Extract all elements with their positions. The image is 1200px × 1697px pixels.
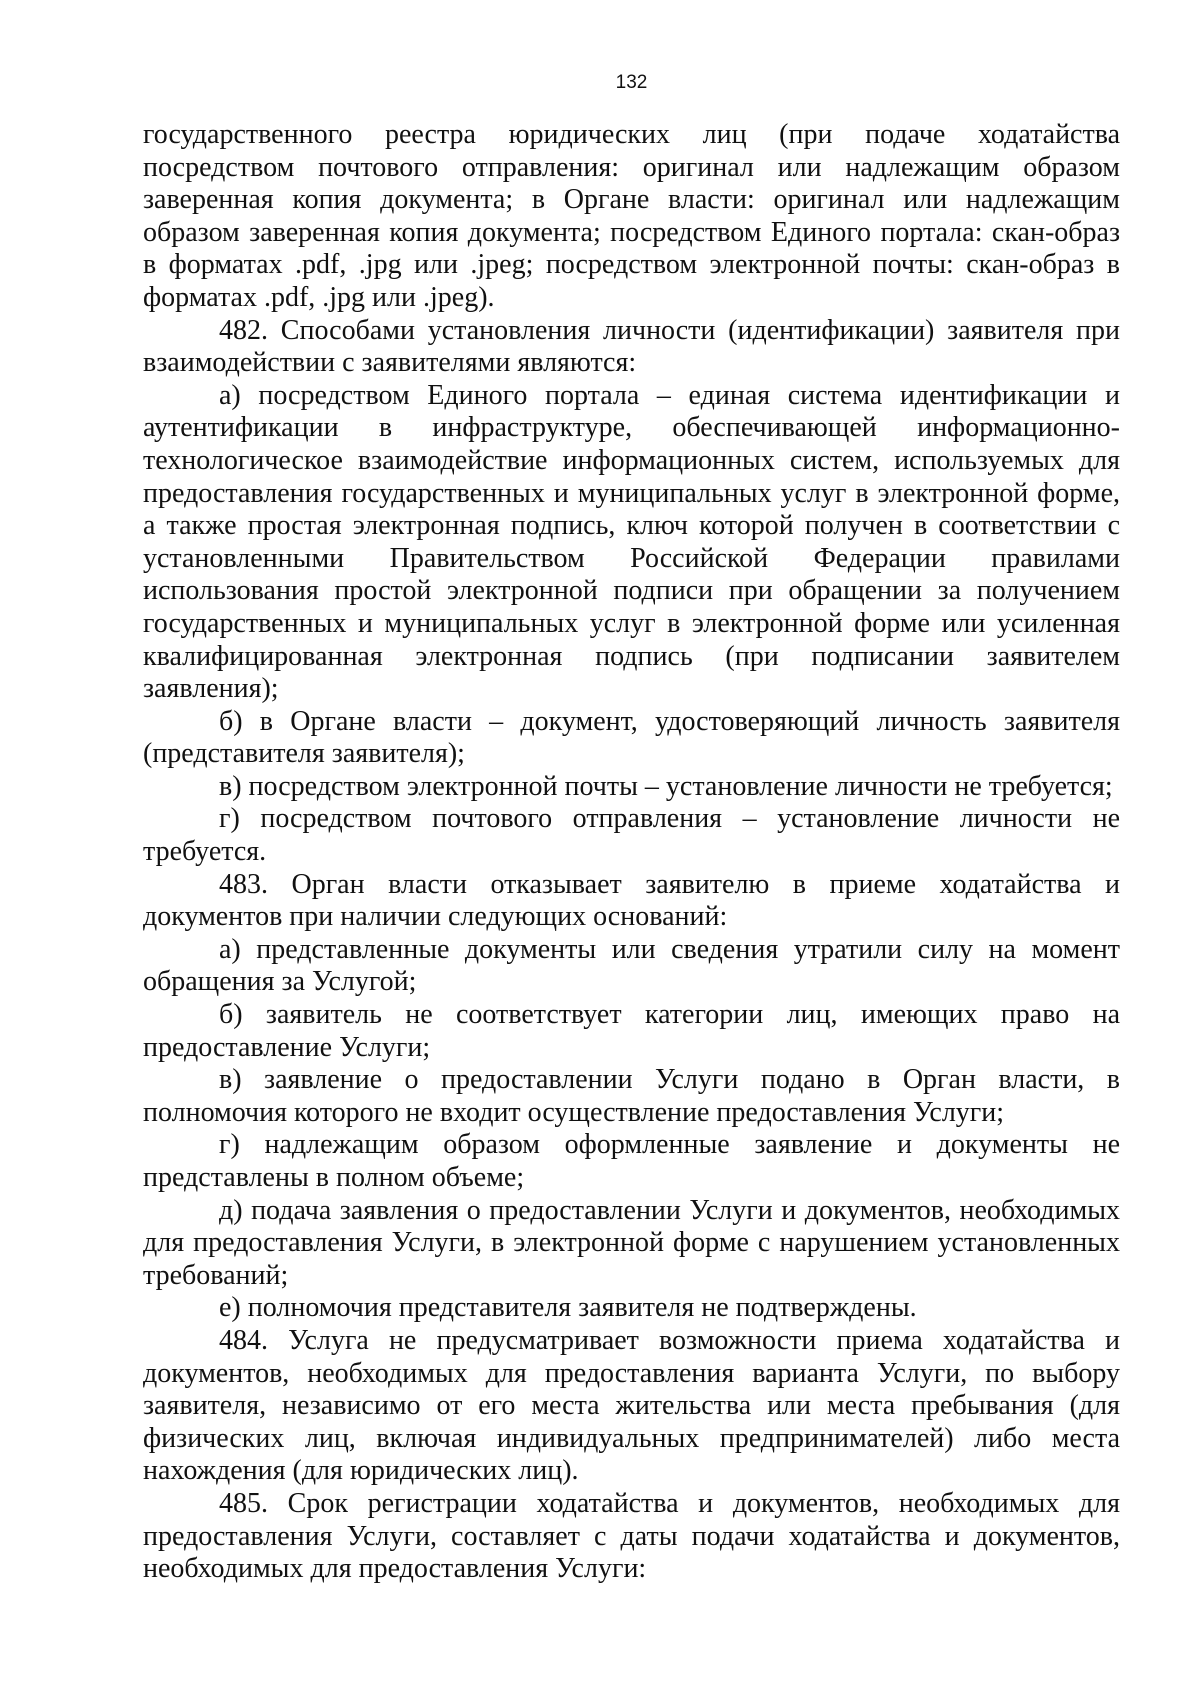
document-body <box>143 119 1120 1586</box>
paragraph-483-b: б) заявитель не соответствует категории лиц, имеющих право на предоставление Услуги; <box>143 999 1120 1063</box>
paragraph-483-a: а) представленные документы или сведения утратили силу на момент обращения за Услугой; <box>143 933 1120 998</box>
paragraph-483-d: д) подача заявления о предоставлении Услуги и документов, необходимых для предоставления Услуги, в электронной форме с нарушением установленных требований; <box>143 1194 1120 1291</box>
paragraph-482-v: в) посредством электронной почты – установление личности не требуется; <box>219 770 1113 802</box>
paragraph-482-g: г) посредством почтового отправления – установление личности не требуется. <box>143 803 1120 868</box>
paragraph-485: 485. Срок регистрации ходатайства и документов, необходимых для предоставления Услуги, составляет с даты подачи ходатайства и документов, необходимых для предоставления Услуги: <box>143 1487 1120 1585</box>
page-number: 132 <box>615 72 648 93</box>
paragraph-482-a: а) посредством Единого портала – единая система идентификации и аутентификации в инфраструктуре, обеспечивающей информационно-технологическое взаимодействие информационных систем, используемых для предоставления государственных и муниципальных услуг в электронной форме, а также простая электронная подпись, ключ которой получен в соответствии с установленными Правительством Российской Федерации правилами использования простой электронной подписи при обращении за получением государственных и муниципальных услуг в электронной форме или усиленная квалифицированная электронная подпись (при подписании заявителем заявления); <box>143 379 1120 705</box>
paragraph-483-v: в) заявление о предоставлении Услуги подано в Орган власти, в полномочия которого не входит осуществление предоставления Услуги; <box>143 1064 1120 1128</box>
paragraph-482: 482. Способами установления личности (идентификации) заявителя при взаимодействии с заявителями являются: <box>143 314 1120 379</box>
paragraph-483-e: е) полномочия представителя заявителя не подтверждены. <box>219 1292 917 1324</box>
paragraph-483-g: г) надлежащим образом оформленные заявление и документы не представлены в полном объеме; <box>143 1129 1120 1193</box>
paragraph-continuation: государственного реестра юридических лиц (при подаче ходатайства посредством почтового отправления: оригинал или надлежащим образом заверенная копия документа; в Органе власти: оригинал или надлежащим образом заверенная копия документа; посредством Единого портала: скан-образ в форматах .pdf, .jpg или .jpeg; посредством электронной почты: скан-образ в форматах .pdf, .jpg или .jpeg). <box>143 119 1120 313</box>
paragraph-482-b: б) в Органе власти – документ, удостоверяющий личность заявителя (представителя заявителя); <box>143 705 1120 770</box>
paragraph-483: 483. Орган власти отказывает заявителю в приеме ходатайства и документов при наличии следующих оснований: <box>143 868 1120 933</box>
paragraph-484: 484. Услуга не предусматривает возможности приема ходатайства и документов, необходимых для предоставления варианта Услуги, по выбору заявителя, независимо от его места жительства или места пребывания (для физических лиц, включая индивидуальных предпринимателей) либо места нахождения (для юридических лиц). <box>143 1324 1120 1487</box>
